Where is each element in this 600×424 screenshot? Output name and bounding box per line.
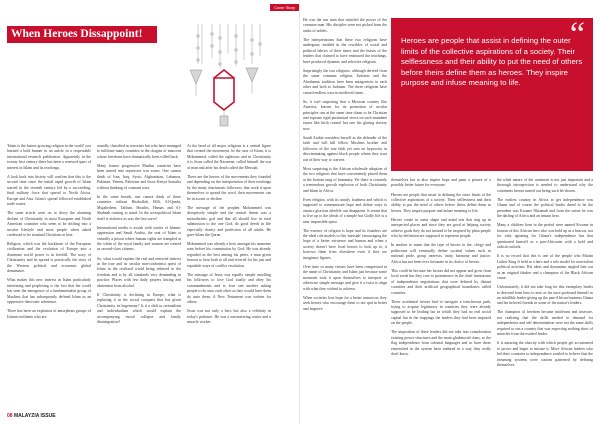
paragraph: Unfortunately, it did not take long for this exemplary leader to descend from hero to zero as his once profound himself as an infallible leader giving up the pan-African business Ghana and his beloved friends in some of the nation's leaders. [497,285,593,306]
article-column-1 [7,144,91,406]
article-column-6 [497,178,593,408]
paragraph: At the head of all major religions is a central figure that created the movement. In the case of Islam, it is Mohammed, called the righteous and in Christianity it is Jesus called the Nazarene, called himself the son of man and after his death called the Messiah. [187,144,271,170]
section-tag-label: Cover Story [273,5,296,10]
pull-quote-text: Heroes are people that assist in defining the outer limits of the collective aspirations of a society. Their selflessness and their ability to put the need of others before theirs define them as heroes. They inspire purpose and infuse meaning to life. [401,36,583,88]
hanging-chain-ornament [150,24,300,144]
paragraph: Saudi Arabia considers herself as the defender of the faith and will kill fellow Muslims brother and followers of the true faith yet sees no hypocrisy in discriminating against black people whom they trust out of their way to convert. [303,135,387,162]
paragraph: Mohammed was already a hero amongst his immense sons before his commission by God. He was already regarded as the best among his peers, a man given honour to hear both to all and revered for his just and equitable ways of conflict resolution. [187,242,271,268]
paragraph: What makes this new interest in Islam particularly interesting and perplexing is the fact that the world has seen the emergence of a fundamentalist group of Muslims that has subsequently defined Islam as an oppressive theocratic adventure. [7,278,91,305]
paragraph: These accidental heroes had to navigate a treacherous path, trying to acquire legitimacy in countries they were already supposed to be leading but in which they had no real social capital but in the trappings the leaders they had been imposed on the people. [391,299,491,326]
paragraph: If Christianity is declining in Europe, what is replacing it in the social conquest that has given Christianity its hegemony? Is it a shift to rationalism and individualism which would explain the accompanying moral collapse and family disintegration? [97,292,181,325]
page-number: 08 [7,413,13,419]
page-footer [7,413,56,419]
paragraph: The essence of religion is hope and its founders are the ideal role models to this 'messiah' encouraging the hope of a better existence and human and when a society doesn't have local heroes to look up to, it borrows them from elsewhere even if they are imaginary figures. [303,228,387,260]
magazine-name: MALAYZIA ISSUE [13,413,56,419]
paragraph: When societies lose hope for a better tomorrow, they seek heroes who encourage them to not quit in better and improve [303,295,387,311]
article-column-3 [187,144,271,406]
paragraph: He was the son man that satisfied the power of the common man. His disciples were not picked from the ranks of nobles. [303,18,387,33]
paragraph: the tribal nature of the continent is not just important and a thorough introspection is needed to understand why the continents heroes turned out being such let-downs. [497,178,593,193]
paragraph: Many former progressive Muslim countries have been turned into repressive war zones. One cannot think of Iran, Iraq, Syria, Afghanistan, Lebanon, Pakistan, Yemen, Palestine and those Kenya Somalia without thinking of constant wars. [97,163,181,190]
article-column-4 [303,18,387,408]
paragraph: It is no record that this is one of the people who Martin Luther King Jr held as a hero and a role model for nonviolent political activism. His ideas and dynamism singled him out as an original thinker and a champion of the Black African cause. [497,254,593,281]
paragraph: The message of the prophet Mohammed was deceptively simple and the central theme was a monotheistic god and that all should live in total submission to the one God, do good deeds in life especially charity and perfection of all adults. He gave Islam the Quran. [187,205,271,237]
paragraph: The interpretations that these two religions have undergone, molded in the crucibles of social and political fabrics of their times and the biases of the leaders that claimed to have embraced the teachings, have produced dynamic and selective religions. [303,37,387,64]
paragraph: Over time so many virtues have been compressed in the name of Christianity and Islam just because some moments took it upon themselves to interpret or otherwise simple message and give it a twist to align with what they wished to achieve. [303,264,387,291]
paragraph: The imposition of these leaders did not take into consideration existing power structures and the main gladiatorial clans, so the flag independence from colonial languages and so have those entrenched in the system have endured in a way they really don't know. [391,330,491,357]
paragraph: The same article went on to decry the alarming decline of Christianity in most European and North American countries who seem to be drifting into a secular lifestyle and most people when asked confessed to be nominal Christians at best. [7,211,91,237]
paragraph: roundly classified as terrorists but who have managed to infiltrate many countries to the chagrin of innocent whose freedoms have dramatically been rolled back. [97,144,181,159]
paragraph: 'Islam is the fastest growing religion in the world' you learned a bold banner in an article in a respectable international research publication. Apparently in the twenty first century there has been a renewed spurt of interest in Islam and its teachings. [7,144,91,170]
paragraph: This could be because her heroes did not appear and grow from local seeds but they rose to prominence in the chief institutions of independence negotiations that were defined by distant countries and their artificial geographical boundaries called countries. [391,268,491,295]
paragraph: Even religion, with its unruly loudness and which is supposed to communicate hope and define ways to attain a glorious afterlife can disappoint. It seems that to live up to the ideals of a simple but Godly life is a near impossible quest. [303,197,387,224]
paragraph: In another to mean that the type of heroes in the, clergy and politicians will eventually define societal values such as national pride, group interests, unity, harmony and justice. Africa has not been ever fortunate in its choice of heroes. [391,243,491,264]
paragraph: Many a children born in the period were named Kwame in honour of this African hero who was held up as a beacon, not for only agitating for Ghana's independence but that questioned himself as a pan-Africanist with a bold and radical outlook. [497,223,593,250]
paragraph: themselves but to also inspire hope and paint a picture of a possibly better future for everyone. [391,178,491,188]
article-column-5 [391,178,491,408]
section-tag [270,4,299,11]
article-title-bar [7,26,157,43]
paragraph: The message of Jesus was equally simple enrolling his followers to love God totally and obey his commandments and to love one another asking people to do unto each other as they would have them do unto them. A New Testament was written for others. [187,272,271,305]
paragraph: So, it isn't surprising that a Mexican country like America, known for its promotion of secular principles can at the same time claim to be Christian and espouse rigid puritanical views on such mundane issues like birth control but one fits glaring slavery now. [303,99,387,131]
paragraph: Most surprising is the African wholesale adoption of the two religions that have conveniently placed them at the bottom rung of humanity. Yet there is certainly a tremendous growth explosion of both Christianity and Islam in Africa. [303,166,387,193]
paragraph: Heroes create in some shape and mind sets that ring up in unexpected places and since they are good at helping society achieve goals they do not instead to be inspired by plain people who by definition are supposed to represent people. [391,217,491,239]
paragraph: Jesus was not only a hero but also a celebrity in today's parlance. He was a mesmerizing orator and a miracle worker. [187,309,271,325]
paragraph: In the same breath, one cannot think of these countries without Hezbollah, ISIS, Al-Qaeda, Mujahedeen, Taliban, Houthis, Hamas and Al-Shabaab coming to mind. In the sociopolitical Islam itself is violence as was the first wave! [97,194,181,221]
paragraph: These are the heroes of the movements they founded and depending on the interpretation of their teachings by the many charismatic followers, that work it upon themselves to spread the word, their movements can be in ascent or decline. [187,174,271,201]
paragraph: So, what would explain the real and renewed interest in the true and its secular non-conformist quest of Islam in the civilized world being tethered to the freedom and is by all standards very demanding in practice. Places with few daily prayers fasting and abstention from alcohol. [97,256,181,288]
paragraph: A look back into history will confirm that this is the second time since the initial rapid growth of Islam started in the seventh century led by a succeeding, final military force that spread to North Africa, Europe and Asia. Islam's spread followed established trade routes. [7,174,91,207]
quote-mark-icon: “ [569,16,585,53]
paragraph: There has been an explosion of amorphous groups of Islamic militants who are [7,309,91,319]
paragraph: International media is awash with stories of Islamic oppression and Saudi Arabia, the seat of Islam is virtually a prison where human rights are trampled at the whim of the royal family and women are treated as second-class citizens. [97,225,181,252]
article-title: When Heroes Dissappoint! [11,28,143,40]
pull-quote-panel [391,18,593,171]
paragraph: It is amazing the alacrity with which people get accustomed to power and begin to misuse it. More African leaders who led their countries to independence availed to believe that the trimming systems were custom patterned by defining themselves. [497,341,593,368]
paragraph: Religion, which was the backbone of the European civilization and the evolution of Europe into a dominant world power is in freefall. The story of Christianity and its spread is practically the story of the Western political and economic global dominance. [7,242,91,274]
paragraph: Heroes are people that assist in defining the outer limits of the collective aspirations of a society. Their selflessness and their ability to put the need of others before theirs define them as heroes. They inspire purpose and infuse meaning to life. [391,192,491,213]
paragraph: Surprisingly the two religions, although derived from the same common religion, Judaism and the Abrahamic tradition have been antagonistic to each other and both to Judaism. The three religions have caused endless wars in medieval times. [303,68,387,95]
paragraph: The champion of freedom became intolerant and insecure, not realizing that the skills needed to demand for independence and self determination were not the same skills required to run a country that was expecting nothing short of miracles from the exalted leader. [497,310,593,337]
paragraph: The earliest country in Africa to get independence was Ghana and of course the political leader dared to be the president was Kwame Nkrumah and from the outset he was the darling of Africa and an instant hero. [497,197,593,219]
article-column-2 [97,144,181,406]
